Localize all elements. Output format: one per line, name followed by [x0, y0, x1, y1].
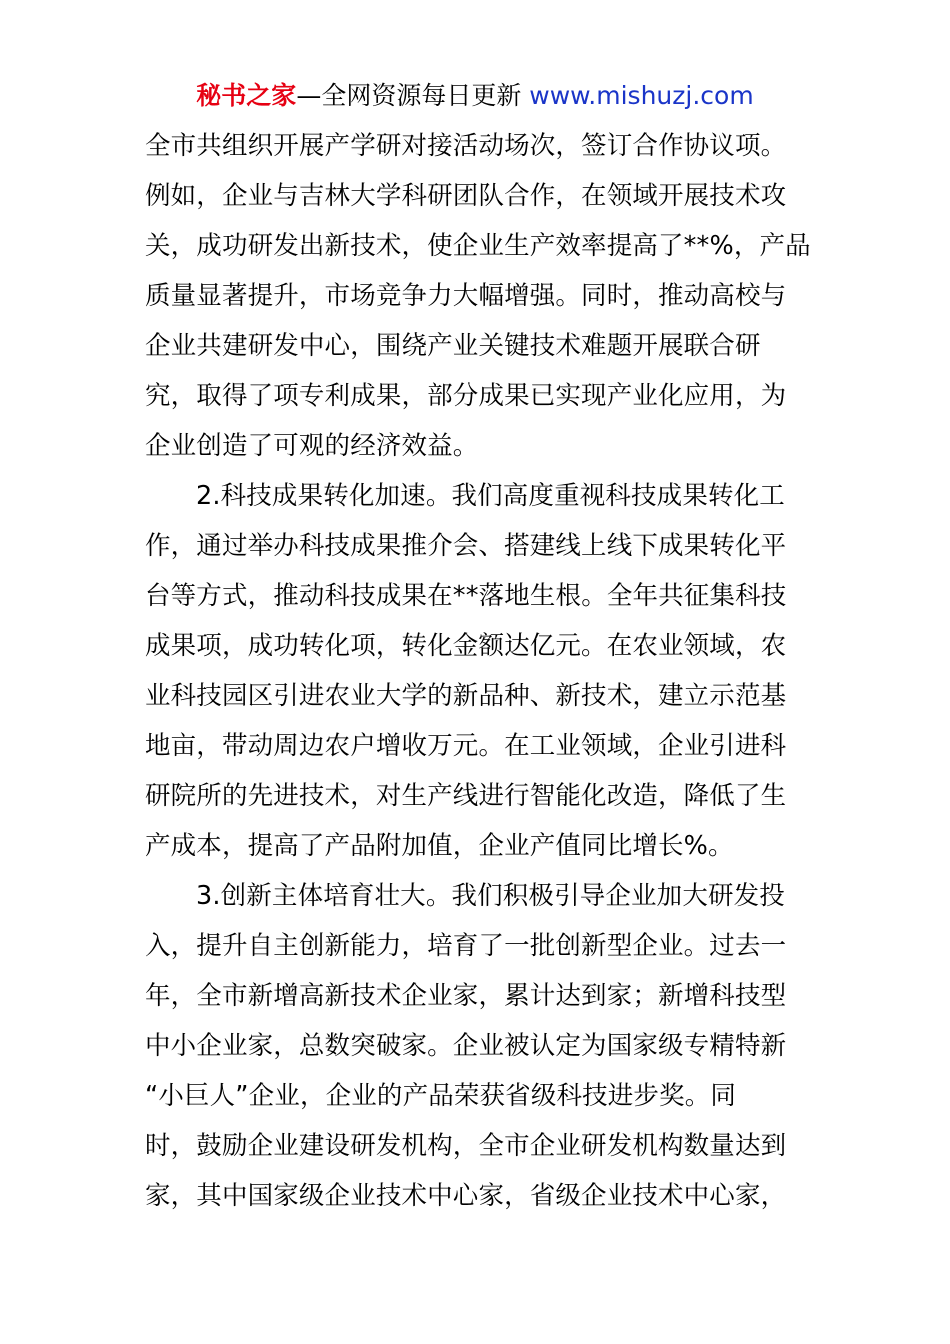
text-line: 全市共组织开展产学研对接活动场次，签订合作协议项。 — [145, 131, 787, 161]
text-line: 成果项，成功转化项，转化金额达亿元。在农业领域，农 — [145, 631, 787, 661]
text-line: 年，全市新增高新技术企业家，累计达到家；新增科技型 — [145, 981, 787, 1011]
text-line: “小巨人”企业，企业的产品荣获省级科技进步奖。同 — [145, 1081, 737, 1111]
text-line: 例如，企业与吉林大学科研团队合作，在领域开展技术攻 — [145, 181, 787, 211]
section-heading-line: 3.创新主体培育壮大。我们积极引导企业加大研发投 — [196, 881, 785, 911]
text-line: 研院所的先进技术，对生产线进行智能化改造，降低了生 — [145, 781, 787, 811]
header-tagline: —全网资源每日更新 — [296, 81, 530, 110]
text-line: 时，鼓励企业建设研发机构，全市企业研发机构数量达到 — [145, 1131, 787, 1161]
text-line: 台等方式，推动科技成果在**落地生根。全年共征集科技 — [145, 581, 787, 611]
section-heading-line: 2.科技成果转化加速。我们高度重视科技成果转化工 — [196, 481, 785, 511]
text-line: 关，成功研发出新技术，使企业生产效率提高了**%，产品 — [145, 231, 811, 261]
text-line: 质量显著提升，市场竞争力大幅增强。同时，推动高校与 — [145, 281, 787, 311]
site-url-link[interactable]: www.mishuzj.com — [529, 81, 754, 110]
text-line: 究，取得了项专利成果，部分成果已实现产业化应用，为 — [145, 381, 787, 411]
text-line: 入，提升自主创新能力，培育了一批创新型企业。过去一 — [145, 931, 787, 961]
text-line: 业科技园区引进农业大学的新品种、新技术，建立示范基 — [145, 681, 787, 711]
page-header — [0, 78, 950, 114]
text-line: 企业共建研发中心，围绕产业关键技术难题开展联合研 — [145, 331, 761, 361]
text-line: 企业创造了可观的经济效益。 — [145, 431, 479, 461]
text-line: 家，其中国家级企业技术中心家，省级企业技术中心家， — [145, 1181, 787, 1211]
text-line: 中小企业家，总数突破家。企业被认定为国家级专精特新 — [145, 1031, 787, 1061]
text-line: 产成本，提高了产品附加值，企业产值同比增长%。 — [145, 831, 734, 861]
document-body — [145, 121, 811, 1221]
brand-name: 秘书之家 — [196, 81, 297, 110]
text-line: 地亩，带动周边农户增收万元。在工业领域，企业引进科 — [145, 731, 787, 761]
text-line: 作，通过举办科技成果推介会、搭建线上线下成果转化平 — [145, 531, 787, 561]
